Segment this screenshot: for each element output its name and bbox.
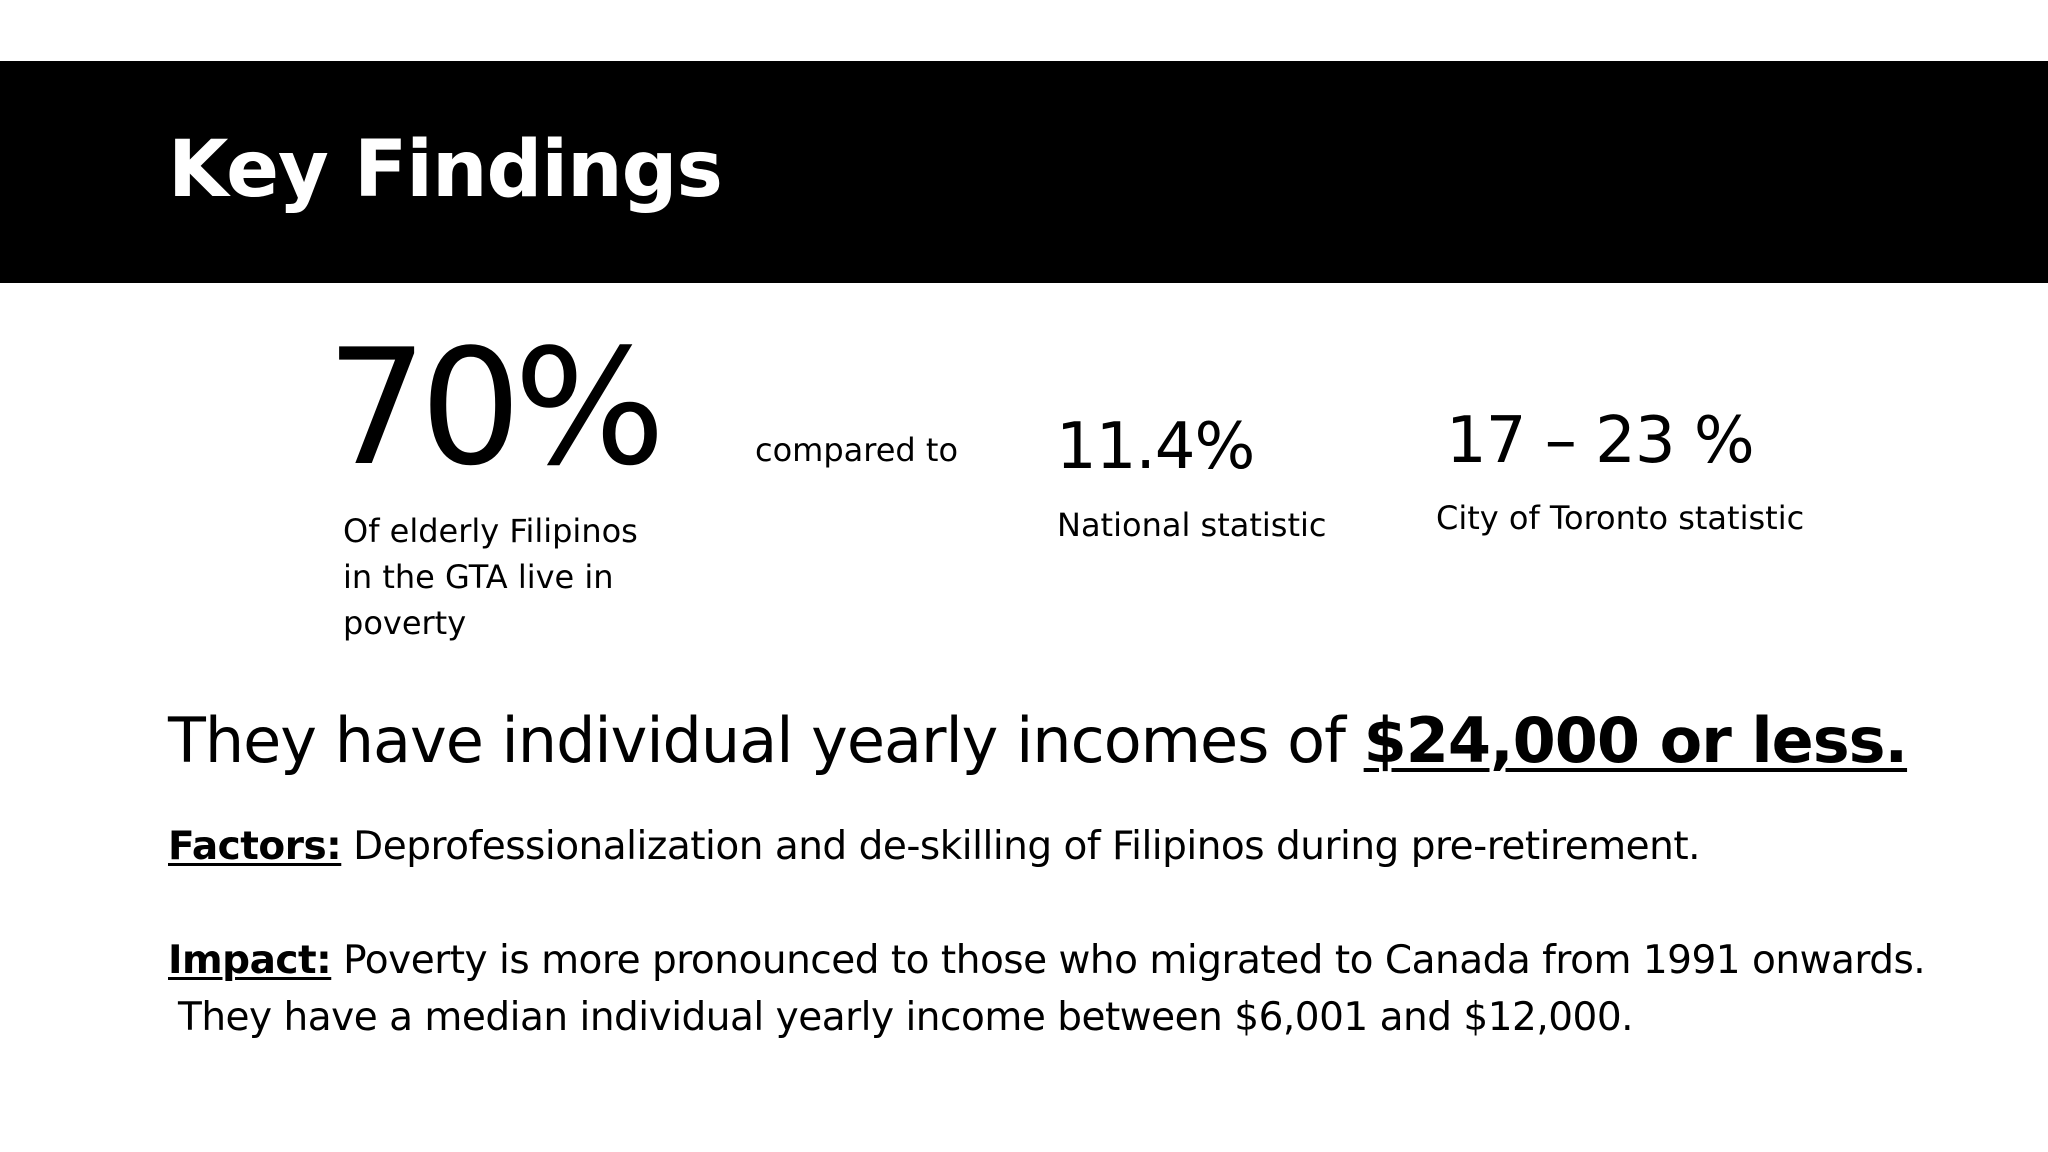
- factors-paragraph: [168, 818, 1700, 875]
- toronto-stat-label: City of Toronto statistic: [1436, 499, 1805, 537]
- national-stat-value: 11.4%: [1056, 410, 1255, 484]
- factors-label: Factors:: [168, 824, 342, 869]
- impact-text: Poverty is more pronounced to those who migrated to Canada from 1991 onwards.: [331, 938, 1926, 983]
- factors-text: Deprofessionalization and de-skilling of Filipinos during pre-retirement.: [341, 824, 1701, 869]
- toronto-stat-value: 17 – 23 %: [1446, 404, 1754, 478]
- main-stat-description: [343, 508, 683, 646]
- income-statement: [168, 700, 1907, 782]
- main-stat-description-line: in the GTA live in: [343, 558, 614, 596]
- income-prefix: They have individual yearly incomes of: [168, 704, 1364, 777]
- income-highlight: $24,000 or less.: [1363, 704, 1908, 777]
- national-stat-label: National statistic: [1057, 506, 1327, 544]
- main-stat-description-line: poverty: [343, 604, 467, 642]
- main-stat-description-line: Of elderly Filipinos: [343, 512, 638, 550]
- slide-title: Key Findings: [168, 125, 722, 215]
- impact-paragraph: [168, 932, 1925, 989]
- impact-continuation: They have a median individual yearly income between $6,001 and $12,000.: [178, 995, 1634, 1040]
- main-stat-value: 70%: [326, 314, 658, 501]
- impact-label: Impact:: [168, 938, 332, 983]
- comparison-connector: compared to: [755, 431, 959, 469]
